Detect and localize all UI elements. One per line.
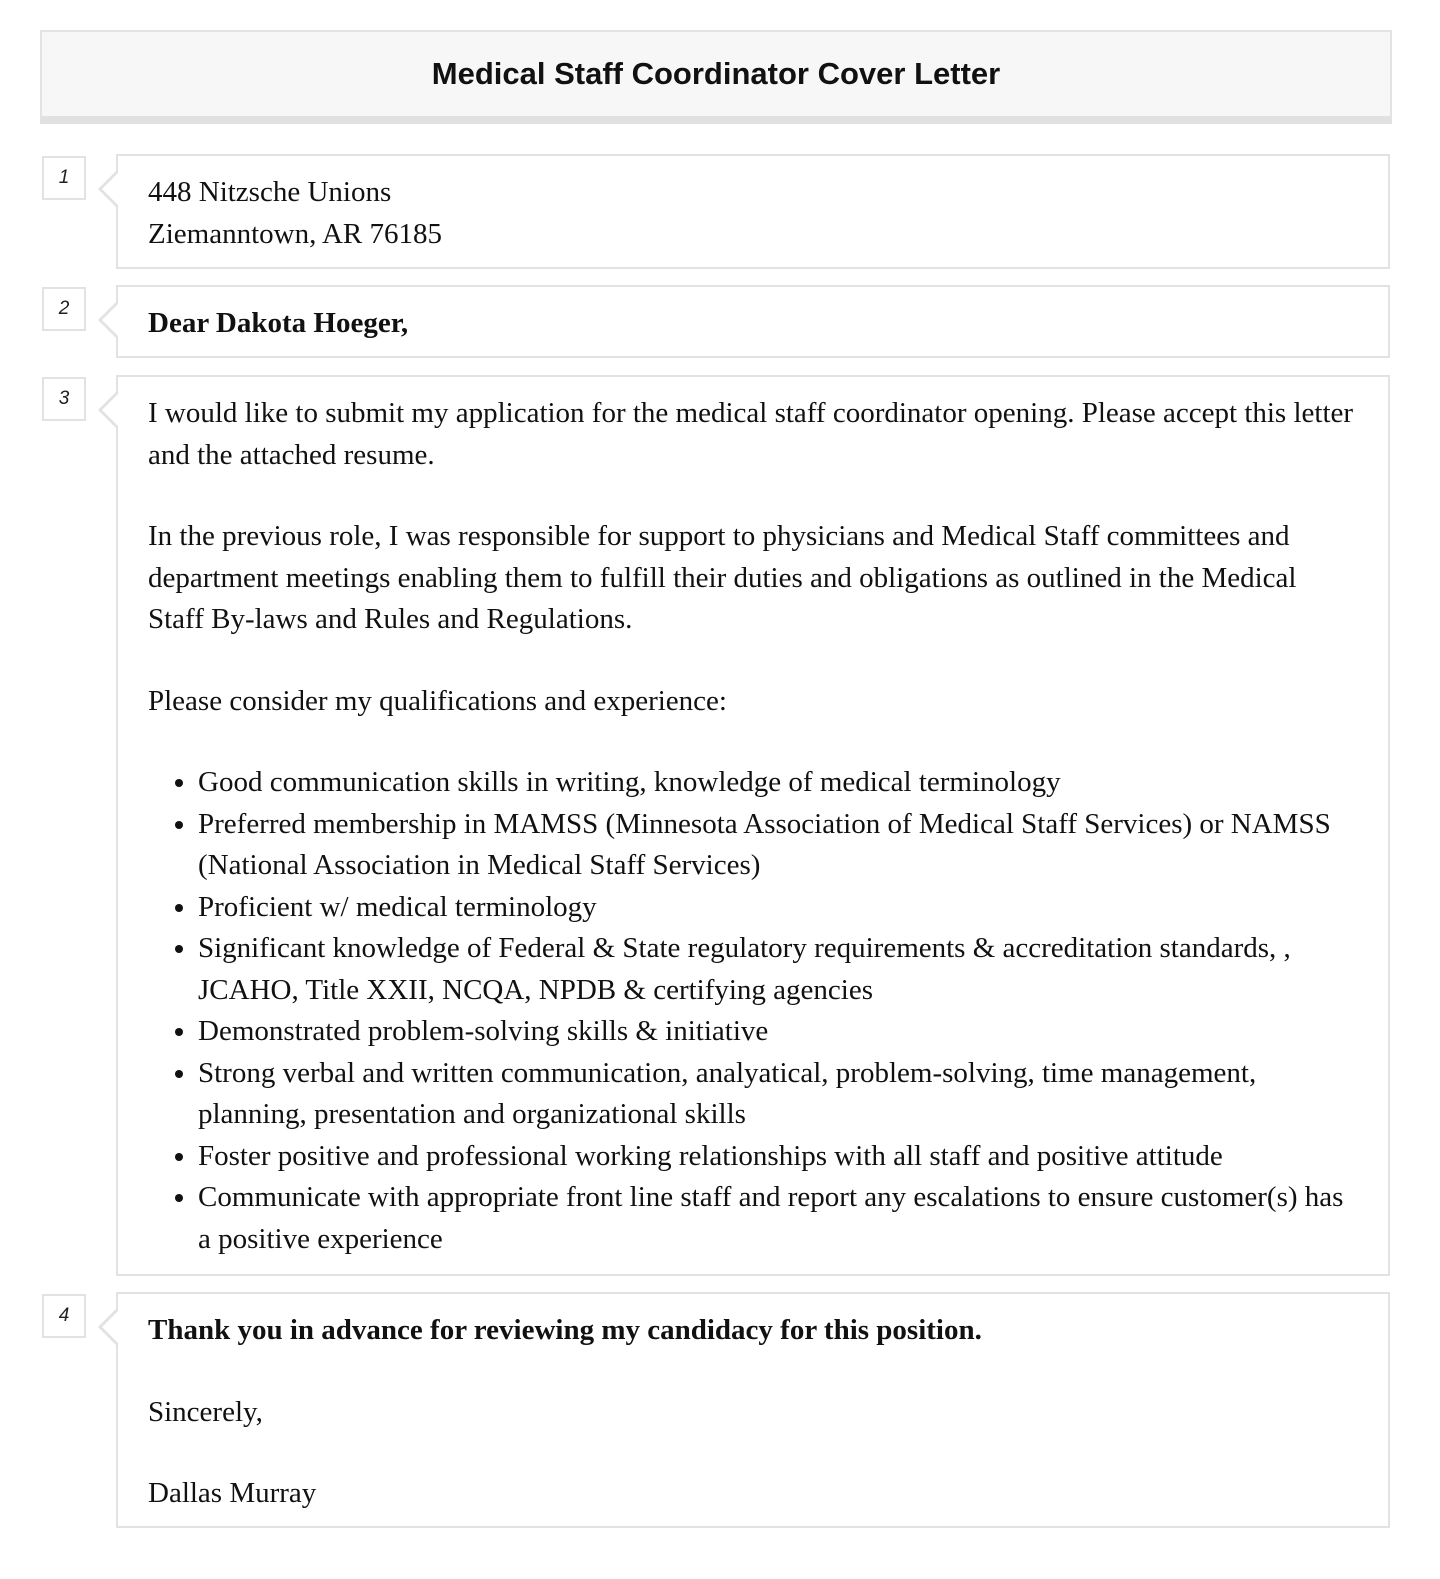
closing-line: Sincerely,: [148, 1395, 263, 1428]
list-item: • Strong verbal and written communication, analyatical, problem-solving, time management, planning, presentation and organizational skills: [198, 1053, 1358, 1136]
list-item: • Foster positive and professional working relationships with all staff and positive attitude: [198, 1136, 1358, 1178]
list-item: • Demonstrated problem-solving skills & initiative: [198, 1011, 1358, 1053]
closing-box: [116, 1292, 1390, 1528]
section-number: 3: [42, 377, 86, 421]
qualifications-lead: Please consider my qualifications and experience:: [148, 684, 727, 717]
list-item: • Good communication skills in writing, knowledge of medical terminology: [198, 762, 1358, 804]
qualifications-list: [148, 762, 1358, 1260]
address-line-1: 448 Nitzsche Unions: [148, 176, 392, 208]
list-item: • Preferred membership in MAMSS (Minnesota Association of Medical Staff Services) or NAMSS (National Association in Medical Staff Services): [198, 804, 1358, 887]
address-box: [116, 154, 1390, 269]
letter-header: [40, 30, 1392, 124]
signature: Dallas Murray: [148, 1477, 317, 1509]
greeting: Dear Dakota Hoeger,: [148, 307, 409, 339]
previous-role-paragraph: In the previous role, I was responsible for support to physicians and Medical Staff committees and department meetings enabling them to fulfill their duties and obligations as outlined in the Medical Staff By-laws and Rules and Regulations.: [148, 520, 1297, 635]
list-item: • Communicate with appropriate front line staff and report any escalations to ensure customer(s) has a positive experience: [198, 1177, 1358, 1260]
greeting-box: [116, 285, 1390, 358]
address-line-2: Ziemanntown, AR 76185: [148, 217, 443, 250]
intro-paragraph: I would like to submit my application for the medical staff coordinator opening. Please accept this letter and the attached resume.: [148, 397, 1354, 471]
page-title: Medical Staff Coordinator Cover Letter: [431, 56, 1001, 91]
list-item: • Proficient w/ medical terminology: [198, 887, 1358, 929]
section-number: 4: [42, 1294, 86, 1338]
section-number: 1: [42, 156, 86, 200]
list-item: • Significant knowledge of Federal & State regulatory requirements & accreditation standards, , JCAHO, Title XXII, NCQA, NPDB & certifying agencies: [198, 928, 1358, 1011]
body-box: [116, 375, 1390, 1276]
section-number: 2: [42, 287, 86, 331]
thanks-line: Thank you in advance for reviewing my candidacy for this position.: [148, 1314, 982, 1346]
